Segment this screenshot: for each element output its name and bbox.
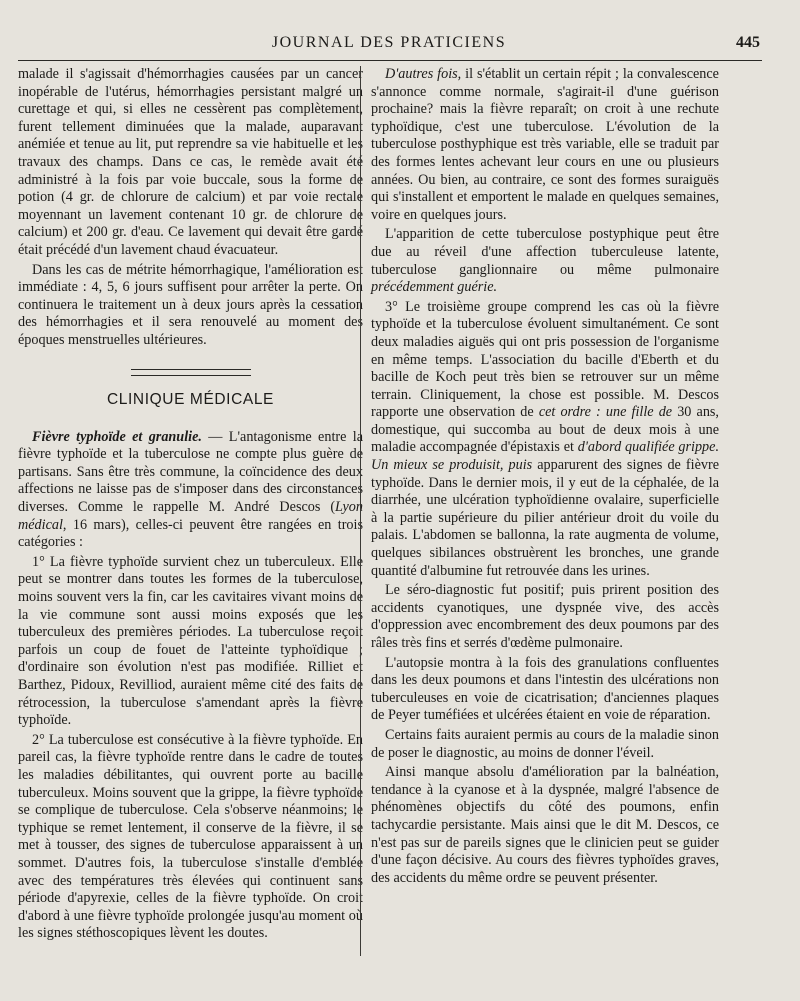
paragraph: [371, 226, 719, 296]
text-italic: d'abord qualifiée grippe. Un mieux se produisit, puis: [371, 439, 719, 474]
section-divider: [18, 364, 363, 382]
paragraph: Le séro-diagnostic fut positif; puis prirent position des accidents cyanotiques, une dyspnée vive, des accès d'oppression avec encombrement des deux poumons par des râles très fins et serrés d'œdème pulmonaire.: [371, 582, 719, 651]
paragraph: [371, 299, 719, 581]
article-lead: Fièvre typhoïde et granulie.: [32, 428, 202, 445]
text-italic: D'autres fois,: [385, 66, 462, 82]
text-italic: cet ordre : une fille de: [538, 404, 673, 421]
text-run: 30 ans, domestique, qui succomba au bout de deux mois à une maladie accompagnée d'épistaxis et: [371, 404, 719, 456]
section-title: CLINIQUE MÉDICALE: [107, 391, 274, 409]
paragraph: 2° La tuberculose est consécutive à la fièvre typhoïde. En pareil cas, la fièvre typhoïde rentre dans le cadre de toutes les maladies débilitantes, qui ouvrent porte au bacille tuberculeux. Moins souvent que la grippe, la fièvre typhoïde se complique de tuberculose. Cela s'observe néanmoins; le typhique se remet lentement, il conserve de la fièvre, il se met à tousser, des signes de tuberculose apparaissent à un sommet. D'autres fois, la tuberculose s'installe d'emblée avec des températures très élevées qui continuent sans période d'apyrexie, celles de la fièvre typhoïde. On croit d'abord à une fièvre typhoïde prolongée jusqu'au moment où les signes stéthoscopiques lèvent les doutes.: [18, 731, 363, 942]
text-run: 3° Le troisième groupe comprend les cas où la fièvre typhoïde et la tuberculose évoluent simultanément. Ce sont deux maladies aiguës qui ont pris possession de l'organisme en même temps. L'association du bacille d'Eberth et du bacille de Koch peut très bien se retrouver sur un même terrain. Cliniquement, la chose est possible. M. Descos rapporte une observation de: [371, 298, 719, 421]
text-run: il s'établit un certain répit ; la convalescence s'annonce comme normale, s'agirait-il d'une guérison prochaine? mais la fièvre reparaît; on croit à une rechute typhoïdique, c'est une tuberculose. L'évolution de la tuberculose posthyphique est très variable, elle se traduit par des formes lentes achevant leur cours en une ou plusieurs années. Ou bien, au contraire, ce sont des formes suraiguës qui s'installent et emportent le malade en quelques semaines, voire en quelques jours.: [371, 66, 719, 223]
left-column: [18, 66, 363, 945]
header-rule: [18, 60, 762, 61]
running-title: JOURNAL DES PRATICIENS: [271, 34, 507, 51]
page-header: [18, 30, 760, 60]
paragraph: malade il s'agissait d'hémorrhagies causées par un cancer inopérable de l'utérus, hémorrhagies persistant malgré un curettage et qui, si elles ne cessèrent pas complètement, furent tellement diminuées que la malade, auparavant anémiée et tenue au lit, put reprendre sa vie habituelle et les travaux des champs. Dans ce cas, le remède avait été administré à la fois par voie buccale, sous la forme de potion (4 gr. de chlorure de calcium) et par voie rectale moyennant un lavement contenant 10 gr. de chlorure de calcium) et 200 gr. d'eau. Ce lavement qui devait être gardé était précédé d'un lavement chaud évacuateur.: [18, 66, 363, 258]
paragraph: [371, 66, 719, 224]
text-run: apparurent des signes de fièvre typhoïde. Dans le dernier mois, il y eut de la céphalée, de la diarrhée, une ulcération typhoïdienne ovalaire, superficielle à la partie supérieure du pilier antérieur droit du voile du palais. L'abdomen se ballonna, la rate augmenta de volume, quelques sibilances obstruèrent les bronches, une grande quantité d'albumine fut retrouvée dans les urines.: [371, 457, 719, 579]
paragraph: 1° La fièvre typhoïde survient chez un tuberculeux. Elle peut se montrer dans toutes les formes de la tuberculose, moins souvent vers la fin, car les cavitaires vivant moins de la vie commune sont aussi moins exposés que les tuberculeux des premières périodes. La tuberculose reçoit parfois un coup de fouet de l'atteinte typhoïdique ; d'ordinaire son évolution n'est pas modifiée. Rilliet et Barthez, Pidoux, Revilliod, auraient même cité des faits de rétrocession, la tuberculose s'amendant après la fièvre typhoïde.: [18, 553, 363, 729]
paragraph: L'autopsie montra à la fois des granulations confluentes dans les deux poumons et dans l'intestin des ulcérations non tuberculeuses en voie de cicatrisation; d'anciennes plaques de Peyer tuméfiées et ulcérées étaient en voie de réparation.: [371, 654, 719, 724]
text-run: , 16 mars), celles-ci peuvent être rangées en trois catégories :: [18, 516, 363, 551]
text-run: L'apparition de cette tuberculose postyphique peut être due au réveil d'une affection tuberculeuse latente, tuberculose ganglionnaire ou même pulmonaire: [371, 226, 719, 278]
column-divider: [360, 66, 361, 956]
text-italic: précédemment guérie.: [371, 279, 498, 296]
paragraph: Dans les cas de métrite hémorrhagique, l'amélioration est immédiate : 4, 5, 6 jours suffisent pour arrêter la perte. On continuera le traitement un à deux jours après la cessation des hémorrhagies et il sera renouvelé au moment des époques menstruelles ultérieures.: [18, 261, 363, 348]
right-column: [371, 66, 719, 889]
paragraph: Certains faits auraient permis au cours de la maladie sinon de poser le diagnostic, au moins de donner l'éveil.: [371, 726, 719, 761]
page-number: 445: [736, 34, 760, 51]
citation: Lyon médical: [18, 499, 363, 533]
paragraph: Ainsi manque absolu d'amélioration par la balnéation, tendance à la cyanose et à la dyspnée, malgré l'absence de phénomènes objectifs du côté des poumons, enfin tachycardie persistante. Mais ainsi que le dit M. Descos, ce n'est pas sur de pareils signes que le clinicien peut se guider d'une façon décisive. Au cours des fièvres typhoïdes graves, des accidents du même ordre se peuvent présenter.: [371, 764, 719, 886]
paragraph: [18, 429, 363, 552]
text-run: — L'antagonisme entre la fièvre typhoïde et la tuberculose ne compte plus guère de partisans. Sans être très commune, la coïncidence des deux affections ne laisse pas de s'imposer dans des circonstances diverses. Comme le rappelle M. André Descos (: [18, 428, 363, 516]
